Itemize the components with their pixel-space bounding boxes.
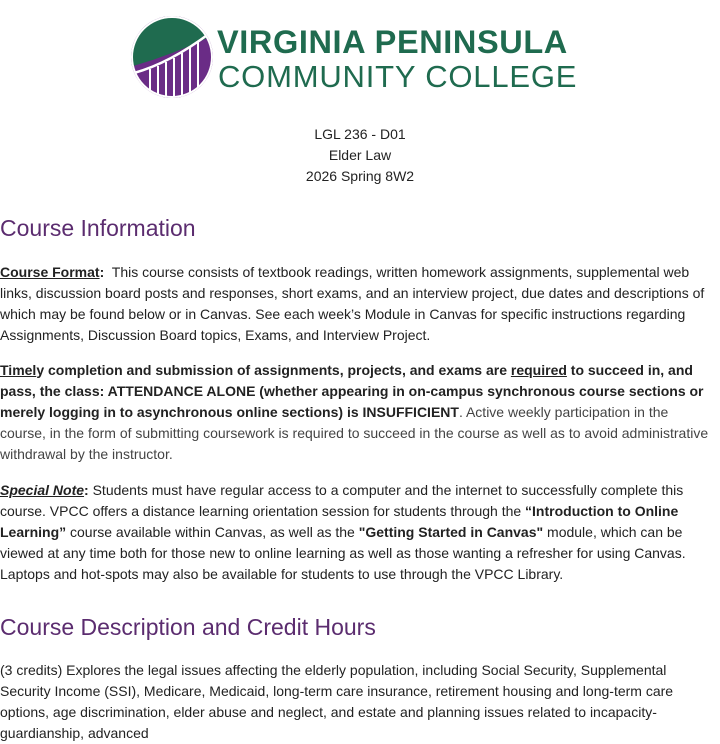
course-code: LGL 236 - D01 xyxy=(314,126,406,142)
logo-emblem-icon xyxy=(130,15,214,99)
special-note-paragraph: Special Note: Students must have regular access to a computer and the internet to successfully complete this course. VPCC offers a distance learning orientation session for students through the “Introduction to Online Learning” course available within Canvas, as well as the "Getting Started in Canvas" module, which can be viewed at any time both for those new to online learning as well as those wanting a refresher for using Canvas. Laptops and hot-spots may also be available for students to use through the VPCC Library. xyxy=(0,482,686,582)
special-note-label: Special Note xyxy=(0,482,85,498)
intro-online-learning: “Introduction to Online Learning” xyxy=(0,503,679,540)
required-emphasis: required xyxy=(510,362,567,378)
course-format-paragraph: Course Format: This course consists of textbook readings, written homework assignments, supplemental web links, discussion board posts and responses, short exams, and an interview project, due dates and descriptions of which may be found below or in Canvas. See each week’s Module in Canvas for specific instructions regarding Assignments, Discussion Board topics, Exams, and Interview Project. xyxy=(0,264,705,343)
course-information-heading: Course Information xyxy=(0,215,196,241)
course-description-heading: Course Description and Credit Hours xyxy=(0,614,376,640)
course-format-text: This course consists of textbook readings, written homework assignments, supplemental web links, discussion board posts and responses, short exams, and an interview project, due dates and descriptions of which may be found below or in Canvas. See each week’s Module in Canvas for specific instructions regarding Assignments, Discussion Board topics, Exams, and Interview Project. xyxy=(0,264,705,343)
course-term: 2026 Spring 8W2 xyxy=(305,168,415,184)
getting-started-canvas: "Getting Started in Canvas" xyxy=(358,524,544,540)
course-description-text: (3 credits) Explores the legal issues affecting the elderly population, including Social Security, Supplemental Security Income (SSI), Medicare, Medicaid, long-term care insurance, retirement housing and long-term care options, age discrimination, elder abuse and neglect, and estate and planning issues related to incapacity-guardianship, advanced xyxy=(0,662,674,741)
logo-line-2: COMMUNITY COLLEGE xyxy=(218,59,578,94)
course-format-label: Course Format xyxy=(0,264,100,280)
timely-completion-paragraph: Timely completion and submission of assignments, projects, and exams are required to succeed in, and pass, the class: ATTENDANCE ALONE (whether appearing in on-campus synchronous course sections or merely logging in to asynchronous online sections) is INSUFFICIENT. Active weekly participation in the course, in the form of submitting coursework is required to succeed in the course as well as to avoid administrative withdrawal by the instructor. xyxy=(0,362,709,462)
course-name: Elder Law xyxy=(328,147,392,163)
course-header xyxy=(0,124,720,187)
college-logo xyxy=(130,15,600,101)
logo-line-1: VIRGINIA PENINSULA xyxy=(217,24,568,60)
